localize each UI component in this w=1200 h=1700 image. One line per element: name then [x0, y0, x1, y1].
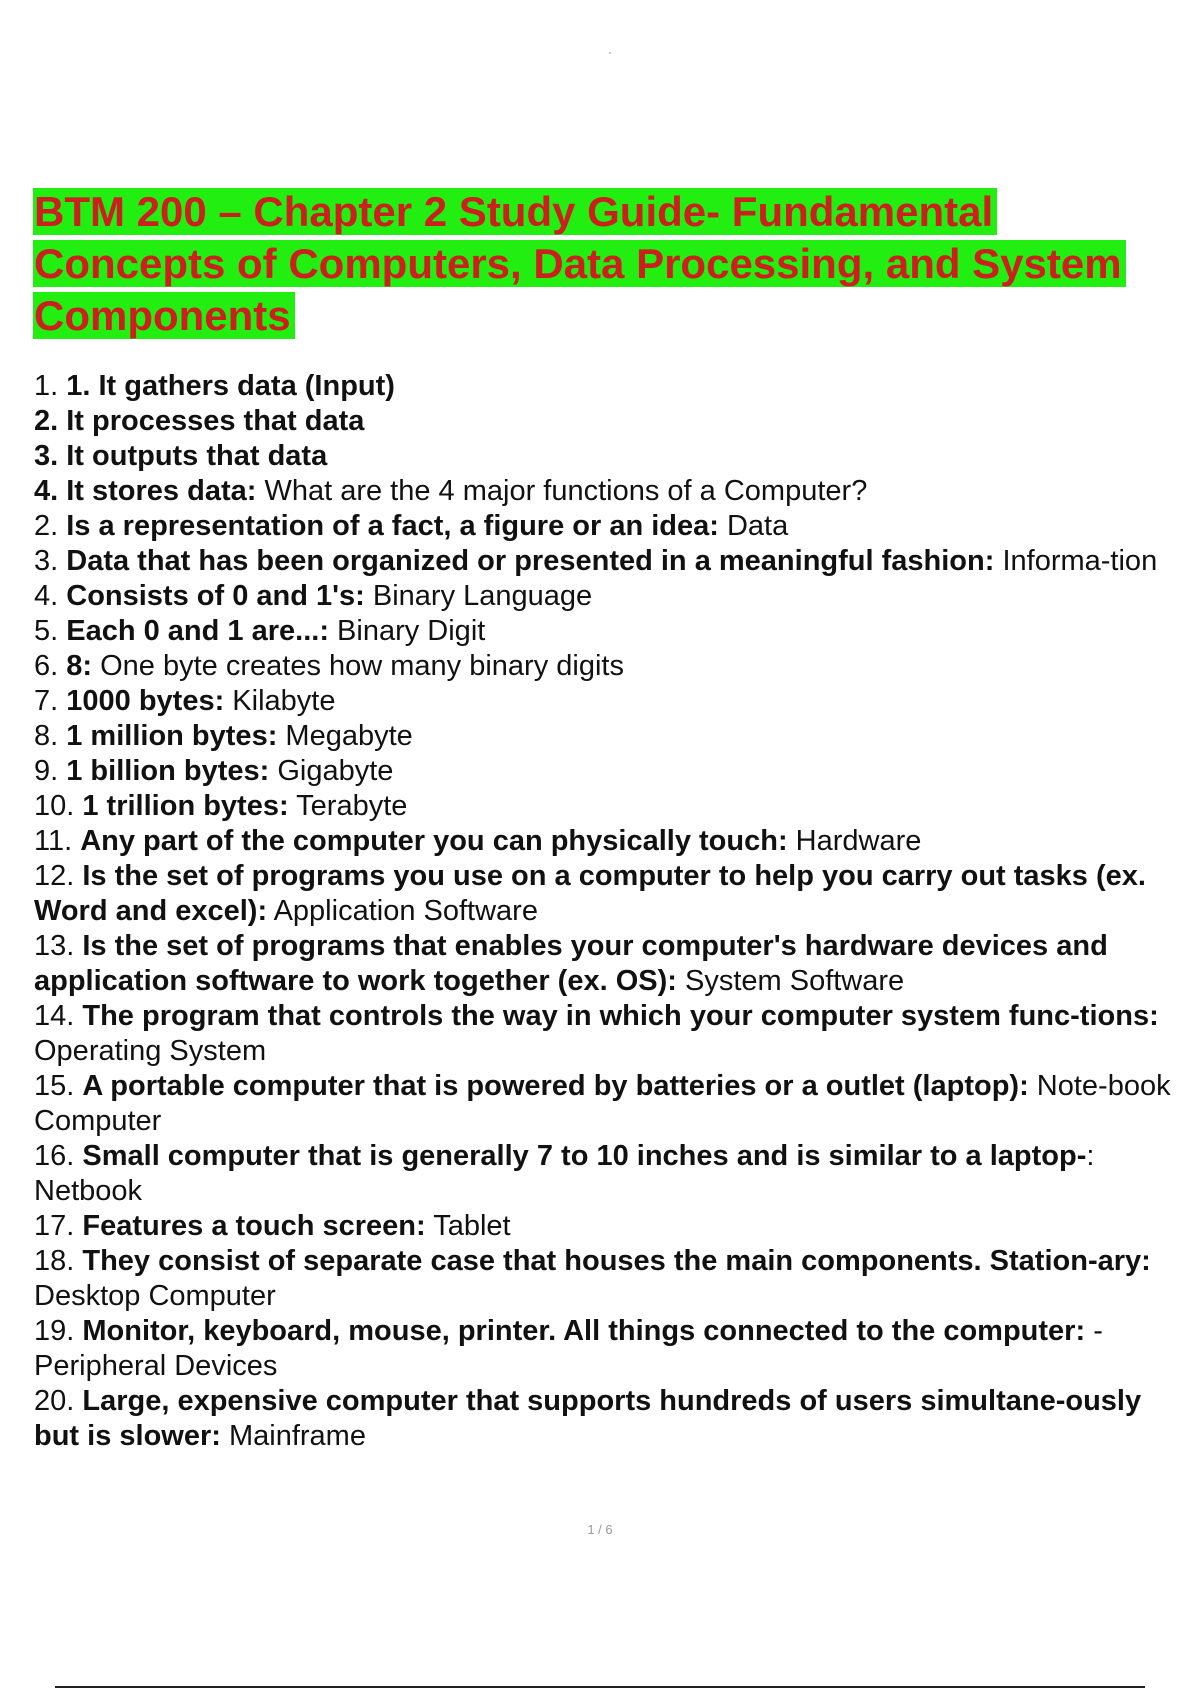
list-item: [34, 649, 1194, 684]
item-definition: Informa-tion: [994, 545, 1158, 577]
item-definition: Mainframe: [220, 1420, 366, 1452]
item-definition: : Netbook: [34, 1140, 1095, 1207]
item-definition: Operating System: [34, 1035, 267, 1067]
title-line-2: Concepts of Computers, Data Processing, and System: [33, 240, 1126, 287]
list-item: [34, 789, 1194, 824]
item-number: 14.: [34, 1000, 83, 1032]
item-term: 1 trillion bytes:: [82, 790, 289, 822]
item-number: 18.: [34, 1245, 83, 1277]
item-definition: One byte creates how many binary digits: [92, 650, 624, 682]
item-term: Is the set of programs you use on a computer to help you carry out tasks (ex. Word and excel):: [34, 860, 1146, 927]
item-definition: Application Software: [267, 895, 538, 927]
list-item: [34, 439, 1194, 474]
list-item: [34, 404, 1194, 439]
item-term: 1 billion bytes:: [66, 755, 270, 787]
item-definition: Megabyte: [277, 720, 413, 752]
list-item: [34, 754, 1194, 789]
title-line-1: BTM 200 – Chapter 2 Study Guide- Fundamental: [33, 188, 997, 235]
page-number: 1 / 6: [587, 1522, 613, 1537]
list-item: [34, 369, 1194, 404]
item-number: 19.: [34, 1315, 83, 1347]
item-number: 20.: [34, 1385, 83, 1417]
item-term: 1000 bytes:: [66, 685, 225, 717]
item-term: Consists of 0 and 1's:: [66, 580, 365, 612]
item-definition: Tablet: [425, 1210, 511, 1242]
item-term: Each 0 and 1 are...:: [66, 615, 329, 647]
list-item: [34, 1139, 1194, 1209]
list-item: [34, 1209, 1194, 1244]
item-term: A portable computer that is powered by batteries or a outlet (laptop):: [82, 1070, 1029, 1102]
item-definition: What are the 4 major functions of a Computer?: [256, 475, 868, 507]
item-definition: Kilabyte: [224, 685, 336, 717]
item-term: 1. It gathers data (Input): [66, 370, 395, 402]
list-item: [34, 824, 1194, 859]
bottom-divider: [55, 1686, 1145, 1688]
item-number: 2.: [34, 510, 67, 542]
item-term: Small computer that is generally 7 to 10 inches and is similar to a laptop-: [82, 1140, 1087, 1172]
item-definition: Note-book Computer: [34, 1070, 1171, 1137]
item-number: 3.: [34, 545, 67, 577]
list-item: [34, 474, 1194, 509]
item-definition: Hardware: [787, 825, 922, 857]
item-number: 13.: [34, 930, 83, 962]
item-term: They consist of separate case that houses the main components. Station-ary:: [82, 1245, 1151, 1277]
item-number: 15.: [34, 1070, 83, 1102]
list-item: [34, 684, 1194, 719]
list-item: [34, 719, 1194, 754]
list-item: [34, 929, 1194, 999]
item-term: Monitor, keyboard, mouse, printer. All things connected to the computer:: [82, 1315, 1086, 1347]
item-definition: Binary Digit: [328, 615, 486, 647]
list-item: [34, 1069, 1194, 1139]
item-term: Large, expensive computer that supports hundreds of users simultane-ously but is slower:: [34, 1385, 1142, 1452]
list-item: [34, 1244, 1194, 1314]
item-number: 9.: [34, 755, 67, 787]
item-definition: -Peripheral Devices: [34, 1315, 1103, 1382]
item-number: 8.: [34, 720, 67, 752]
question-answer-list: [34, 369, 1194, 1454]
list-item: [34, 1384, 1194, 1454]
item-number: 10.: [34, 790, 83, 822]
item-term: 3. It outputs that data: [34, 440, 328, 472]
document-title: [33, 186, 1193, 342]
item-number: 17.: [34, 1210, 83, 1242]
title-block: [33, 186, 1193, 342]
item-term: 1 million bytes:: [66, 720, 278, 752]
item-number: 4.: [34, 580, 67, 612]
item-term: Features a touch screen:: [82, 1210, 426, 1242]
item-number: 5.: [34, 615, 67, 647]
item-term: Is a representation of a fact, a figure or an idea:: [66, 510, 719, 542]
item-term: The program that controls the way in which your computer system func-tions:: [82, 1000, 1159, 1032]
list-item: [34, 1314, 1194, 1384]
list-item: [34, 859, 1194, 929]
item-definition: Desktop Computer: [34, 1280, 276, 1312]
item-number: 7.: [34, 685, 67, 717]
item-definition: Binary Language: [364, 580, 593, 612]
item-number: 11.: [34, 825, 81, 857]
item-definition: Data: [718, 510, 789, 542]
list-item: [34, 544, 1194, 579]
item-term: Data that has been organized or presented in a meaningful fashion:: [66, 545, 995, 577]
item-definition: System Software: [676, 965, 905, 997]
list-item: [34, 999, 1194, 1069]
item-number: 16.: [34, 1140, 83, 1172]
list-item: [34, 509, 1194, 544]
item-term: 4. It stores data:: [34, 475, 257, 507]
item-number: 6.: [34, 650, 67, 682]
item-term: Any part of the computer you can physically touch:: [80, 825, 788, 857]
item-term: 2. It processes that data: [34, 405, 365, 437]
decorative-dot: [609, 52, 611, 54]
list-item: [34, 614, 1194, 649]
item-definition: Terabyte: [288, 790, 408, 822]
item-number: 1.: [34, 370, 67, 402]
item-term: 8:: [66, 650, 93, 682]
item-definition: Gigabyte: [269, 755, 394, 787]
list-item: [34, 579, 1194, 614]
title-line-3: Components: [33, 292, 295, 339]
item-number: 12.: [34, 860, 83, 892]
item-term: Is the set of programs that enables your computer's hardware devices and application software to work together (ex. OS):: [34, 930, 1108, 997]
